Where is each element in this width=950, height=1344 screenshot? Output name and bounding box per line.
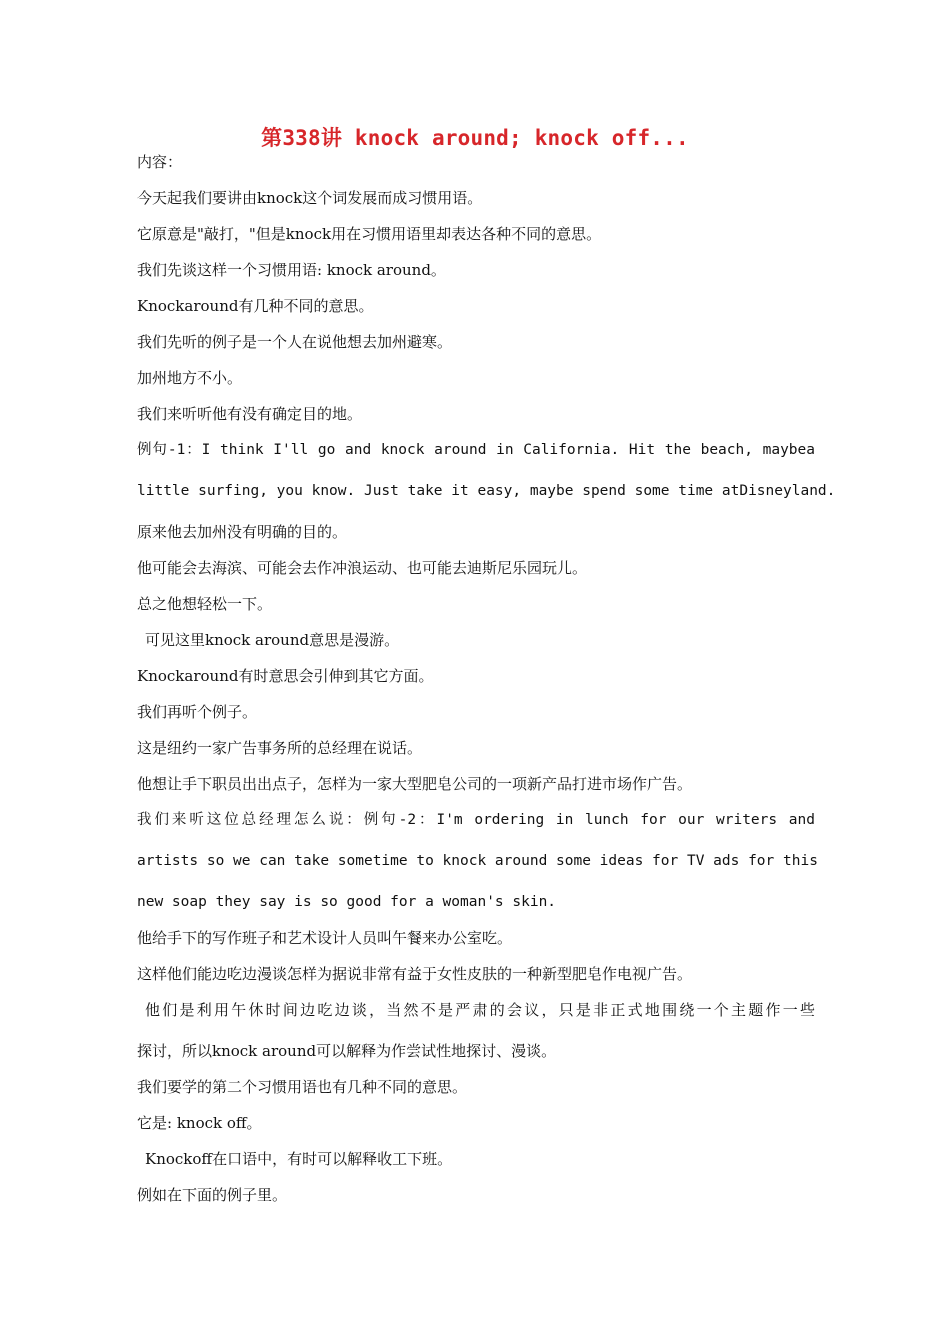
example-sentence-line: 例句-1：I think I'll go and knock around in California. Hit the beach, maybea (137, 442, 815, 458)
paragraph-line: Knockaround有时意思会引伸到其它方面。 (137, 667, 434, 685)
paragraph-line: 它原意是"敲打，"但是knock用在习惯用语里却表达各种不同的意思。 (137, 225, 602, 243)
paragraph-line: 我们先谈这样一个习惯用语: knock around。 (137, 261, 446, 279)
example-sentence-line: artists so we can take sometime to knock around some ideas for TV ads for this (137, 853, 818, 869)
paragraph-line: 我们要学的第二个习惯用语也有几种不同的意思。 (137, 1078, 468, 1096)
paragraph-line: 可见这里knock around意思是漫游。 (145, 631, 400, 649)
paragraph-line: 原来他去加州没有明确的目的。 (137, 523, 348, 541)
paragraph-line: 今天起我们要讲由knock这个词发展而成习惯用语。 (137, 189, 483, 207)
example-sentence-line: 我们来听这位总经理怎么说：例句-2：I'm ordering in lunch for our writers and (137, 812, 815, 828)
paragraph-line: 例如在下面的例子里。 (137, 1186, 288, 1204)
paragraph-line: 总之他想轻松一下。 (137, 595, 273, 613)
example-sentence-line: new soap they say is so good for a woman's skin. (137, 894, 557, 910)
content-label: 内容： (137, 153, 183, 171)
paragraph-line: 加州地方不小。 (137, 369, 243, 387)
paragraph-line: 这样他们能边吃边漫谈怎样为据说非常有益于女性皮肤的一种新型肥皂作电视广告。 (137, 965, 693, 983)
paragraph-line: Knockaround有几种不同的意思。 (137, 297, 374, 315)
paragraph-line: 他可能会去海滨、可能会去作冲浪运动、也可能去迪斯尼乐园玩儿。 (137, 559, 588, 577)
lesson-title: 第338讲 knock around; knock off... (261, 126, 689, 150)
paragraph-line: 探讨，所以knock around可以解释为作尝试性地探讨、漫谈。 (137, 1042, 557, 1060)
paragraph-line: 他想让手下职员出出点子，怎样为一家大型肥皂公司的一项新产品打进市场作广告。 (137, 775, 693, 793)
paragraph-line: 它是: knock off。 (137, 1114, 262, 1132)
paragraph-line: 我们来听听他有没有确定目的地。 (137, 405, 363, 423)
paragraph-line: 他给手下的写作班子和艺术设计人员叫午餐来办公室吃。 (137, 929, 513, 947)
paragraph-line: 我们先听的例子是一个人在说他想去加州避寒。 (137, 333, 453, 351)
example-sentence-line: little surfing, you know. Just take it easy, maybe spend some time atDisneyland. (137, 483, 836, 499)
paragraph-line: Knockoff在口语中，有时可以解释收工下班。 (145, 1150, 453, 1168)
paragraph-line: 他们是利用午休时间边吃边谈，当然不是严肃的会议，只是非正式地围绕一个主题作一些 (145, 1001, 815, 1019)
paragraph-line: 这是纽约一家广告事务所的总经理在说话。 (137, 739, 423, 757)
paragraph-line: 我们再听个例子。 (137, 703, 258, 721)
